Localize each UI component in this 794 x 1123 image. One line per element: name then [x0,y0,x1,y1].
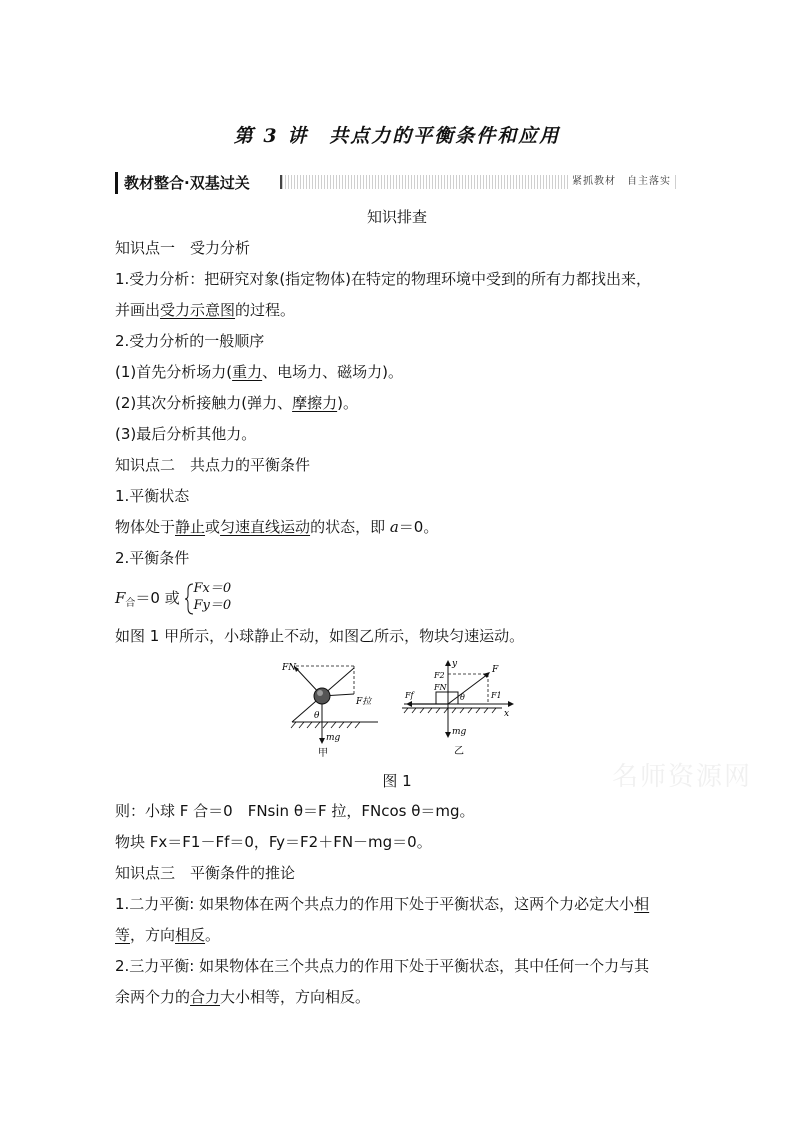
y-axis-head [445,660,451,666]
variable-a: a [389,518,399,536]
label-ff: Ff [405,691,414,700]
text: 余两个力的 [115,988,191,1006]
kp2-p2 [115,517,438,537]
text: 1.二力平衡: 如果物体在两个共点力的作用下处于平衡状态，这两个力必定大小 [115,895,635,913]
kp2-p1: 1.平衡状态 [115,487,190,505]
banner-right-text: 紧抓教材 自主落实 [568,174,675,190]
underlined-term: 匀速直线运动 [220,518,311,536]
kp2-p3: 2.平衡条件 [115,549,190,567]
ball [314,688,330,704]
kp1-p2: 2.受力分析的一般顺序 [115,332,265,350]
section-banner [115,172,675,194]
label-fpull: F拉 [356,697,372,707]
text: 。 [205,926,221,944]
formula-bot: Fy＝0 [193,597,232,613]
text: 并画出 [115,301,161,319]
kp2-heading: 知识点二 共点力的平衡条件 [115,456,311,474]
mg-arrowhead [445,732,451,738]
equilibrium-formula [115,580,255,616]
page-title: 第 3 讲 共点力的平衡条件和应用 [233,125,561,147]
figure-caption: 图 1 [382,772,412,790]
underlined-term: 合力 [190,988,221,1006]
kp2-p4: 如图 1 甲所示，小球静止不动，如图乙所示，物块匀速运动。 [115,627,525,645]
text: 大小相等，方向相反。 [220,988,371,1006]
underlined-term: 相 [634,895,650,913]
label-fn: FN [282,663,297,673]
f-arrow [448,674,488,704]
label-mg: mg [452,727,467,737]
label-yi: 乙 [454,746,464,757]
kp1-p5: (3)最后分析其他力。 [115,425,257,443]
underlined-term: 等 [115,926,131,944]
conclusion-line2: 物块 Fx＝F1－Ff＝0，Fy＝F2＋FN－mg＝0。 [115,833,432,851]
underlined-term: 静止 [175,518,206,536]
text: ，方向 [130,926,176,944]
text: 的过程。 [235,301,296,319]
underlined-term: 摩擦力 [292,394,338,412]
label-f1: F1 [491,691,502,700]
figure-a [282,658,382,758]
label-x: x [504,709,510,719]
kp3-p1-line2 [115,925,220,945]
label-f: F [492,665,499,675]
ground-hatch [291,722,360,728]
label-fn: FN [434,683,447,692]
watermark: 名师资源网 [612,762,753,792]
text: 或 [205,518,221,536]
label-mg: mg [326,733,341,743]
section-head: 知识排查 [366,208,427,226]
kp1-heading: 知识点一 受力分析 [115,239,251,257]
ff-arrowhead [406,701,412,707]
text: (1)首先分析场力( [115,363,233,381]
kp1-p1-line2 [115,300,295,320]
text: (2)其次分析接触力(弹力、 [115,394,293,412]
ground-hatch [404,708,496,713]
mg-arrowhead [319,738,325,744]
ball-highlight [317,690,323,696]
label-theta: θ [314,711,320,721]
banner-label: 教材整合·双基过关 [115,172,254,194]
formula-top: Fx＝0 [193,580,232,596]
kp3-p2-line2 [115,987,370,1007]
kp3-heading: 知识点三 平衡条件的推论 [115,864,296,882]
formula-eq: ＝0 或 [135,589,180,607]
formula-brace [185,582,255,616]
kp3-p2-line1: 2.三力平衡: 如果物体在三个共点力的作用下处于平衡状态，其中任何一个力与其 [115,957,650,975]
text: 物体处于 [115,518,176,536]
text: ＝0。 [398,518,439,536]
label-f2: F2 [434,671,445,680]
block [436,692,458,704]
underlined-term: 受力示意图 [160,301,236,319]
underlined-term: 相反 [175,926,206,944]
label-y: y [452,659,458,669]
text: 、电场力、磁场力)。 [262,363,403,381]
underlined-term: 重力 [232,363,263,381]
label-jia: 甲 [318,748,328,758]
x-axis-head [508,701,514,707]
kp1-p4 [115,393,358,413]
kp1-p1-line1: 1.受力分析：把研究对象(指定物体)在特定的物理环境中受到的所有力都找出来， [115,270,652,288]
label-theta: θ [460,693,465,702]
figure-b [402,658,516,758]
conclusion-line1: 则：小球 F 合＝0 FNsin θ＝F 拉，FNcos θ＝mg。 [115,802,475,820]
kp1-p3 [115,362,403,382]
text: 的状态，即 [310,518,390,536]
formula-sub: 合 [125,598,136,609]
kp3-p1-line1 [115,894,649,914]
text: )。 [337,394,358,412]
formula-F: F [115,589,126,607]
